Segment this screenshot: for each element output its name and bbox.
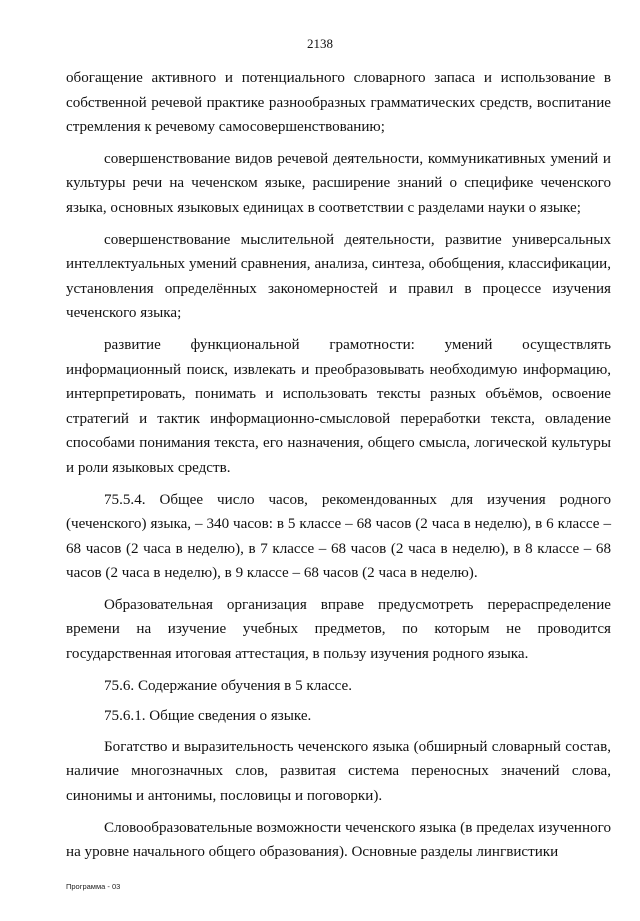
paragraph-redistribution: Образовательная организация вправе предусмотреть перераспределение времени на изучение учебных предметов, по которым не проводится государственная итоговая аттестация, в пользу изучения родного языка.: [66, 596, 611, 663]
paragraph-literacy: развитие функциональной грамотности: умений осуществлять информационный поиск, извлекать и преобразовывать необходимую информацию, интерпретировать, понимать и использовать тексты разных объёмов, освоение стратегий и тактик информационно-смысловой переработки текста, овладение способами понимания текста, его назначения, общего смысла, логической культуры и роли языковых средств.: [66, 336, 611, 476]
section-heading-general-info: 75.6.1. Общие сведения о языке.: [104, 708, 312, 725]
paragraph-thinking: совершенствование мыслительной деятельности, развитие универсальных интеллектуальных умений сравнения, анализа, синтеза, обобщения, классификации, установления определённых закономерностей и правил в процессе изучения чеченского языка;: [66, 231, 611, 322]
paragraph-richness: Богатство и выразительность чеченского языка (обширный словарный состав, наличие многозначных слов, развитая система переносных значений слова, синонимы и антонимы, пословицы и поговорки).: [66, 738, 611, 805]
paragraph-hours: 75.5.4. Общее число часов, рекомендованных для изучения родного (чеченского) языка, – 340 часов: в 5 классе – 68 часов (2 часа в неделю), в 6 классе – 68 часов (2 часа в неделю), в 7 классе – 68 часов (2 часа в неделю), в 8 классе – 68 часов (2 часа в неделю), в 9 классе – 68 часов (2 часа в неделю).: [66, 491, 611, 582]
paragraph-speech-activity: совершенствование видов речевой деятельности, коммуникативных умений и культуры речи на чеченском языке, расширение знаний о специфике чеченского языка, основных языковых единицах в соответствии с разделами науки о языке;: [66, 150, 611, 216]
section-heading-content: 75.6. Содержание обучения в 5 классе.: [104, 677, 353, 694]
document-body: [66, 66, 611, 872]
paragraph-enrichment: обогащение активного и потенциального словарного запаса и использование в собственной речевой практике разнообразных грамматических средств, воспитание стремления к речевому самосовершенствованию;: [66, 70, 611, 136]
footer-label: Программа - 03: [66, 882, 121, 891]
paragraph-word-formation: Словообразовательные возможности чеченского языка (в пределах изученного на уровне начального общего образования). Основные разделы лингвистики: [66, 819, 611, 861]
page-number: 2138: [307, 36, 333, 51]
